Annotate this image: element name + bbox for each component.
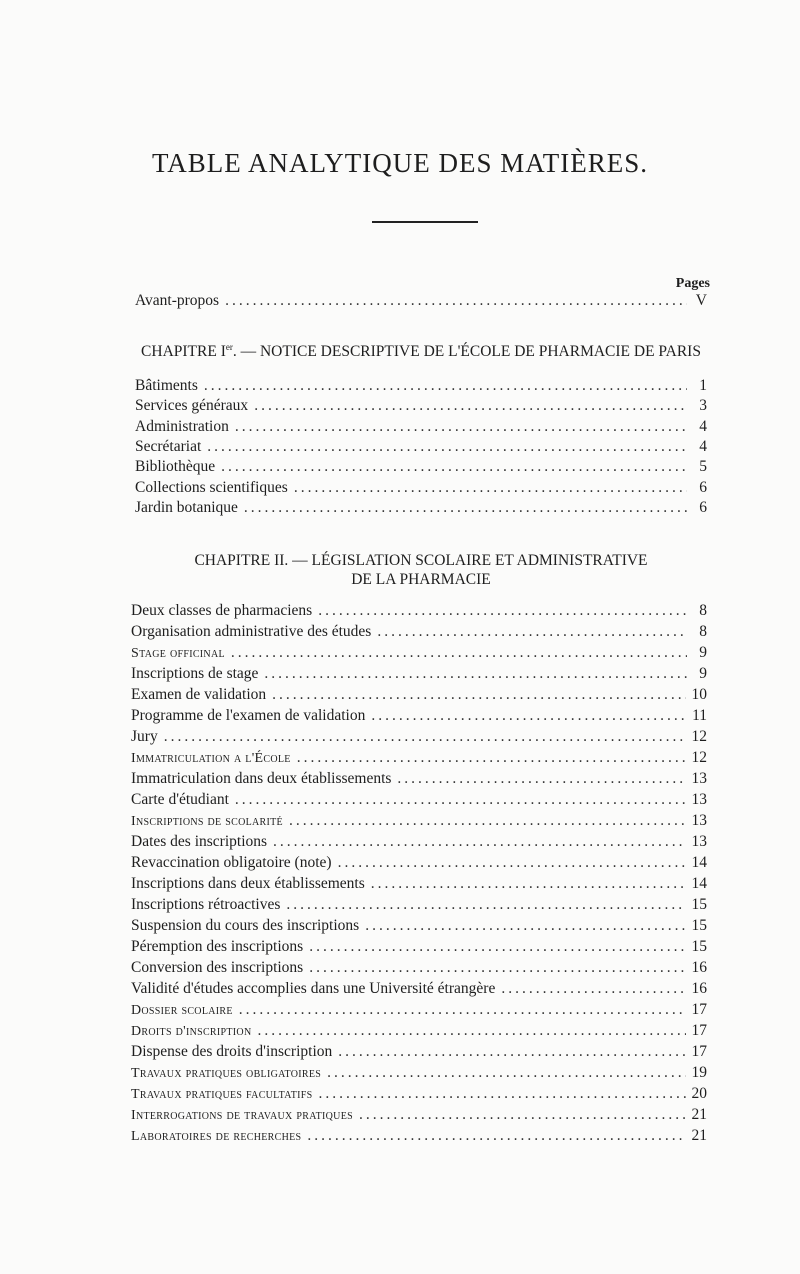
toc-entry-label: Inscriptions de scolarité [131,813,283,829]
toc-entry-label: Inscriptions dans deux établissements [131,874,365,892]
toc-entry-label: Examen de validation [131,685,267,703]
toc-entry [135,418,707,439]
toc-entry-page: 5 [699,458,707,476]
leader-dots [338,854,686,872]
toc-entry-label: Programme de l'examen de validation [131,706,366,724]
toc-entry-page: 19 [691,1063,707,1081]
leader-dots [289,812,686,830]
leader-dots [338,1043,685,1061]
toc-entry-page: 1 [699,377,707,394]
toc-entry-page: 9 [699,643,707,661]
toc-entry-page: 14 [691,874,707,892]
toc-entry-label: Péremption des inscriptions [131,937,304,955]
toc-entry-page: 20 [691,1084,707,1102]
leader-dots [294,479,687,497]
leader-dots [164,728,686,746]
toc-entry-label: Immatriculation dans deux établissements [131,769,392,787]
chapter2-heading-line1: CHAPITRE II. — LÉGISLATION SCOLAIRE ET ADMINISTRATIVE [194,552,648,569]
leader-dots [307,1127,685,1145]
toc-entry-page: 17 [691,1000,707,1018]
toc-entry [131,1022,707,1043]
toc-entry-label: Suspension du cours des inscriptions [131,916,360,934]
toc-entry [131,833,707,854]
toc-entry-label: Revaccination obligatoire (note) [131,853,332,871]
toc-entry-page: 15 [691,895,707,913]
toc-entry [135,397,707,418]
leader-dots [365,917,685,935]
leader-dots [239,1001,686,1019]
chapter2-heading-line2: DE LA PHARMACIE [351,571,491,588]
leader-dots [221,458,687,476]
toc-entry-page: 13 [691,790,707,808]
leader-dots [264,665,687,683]
leader-dots [309,959,685,977]
leader-dots [371,875,686,893]
toc-entry-label: Dispense des droits d'inscription [131,1042,333,1060]
toc-entry [131,959,707,980]
pages-header: Pages [675,276,710,291]
toc-entry [135,438,707,459]
toc-entry [131,770,707,791]
toc-entry-label: Collections scientifiques [135,478,288,496]
toc-entry-page: 21 [691,1126,707,1144]
toc-entry [131,854,707,875]
leader-dots [377,623,687,641]
leader-dots [273,833,685,851]
toc-entry-label: Carte d'étudiant [131,790,229,808]
leader-dots [257,1022,685,1040]
toc-entry-label: Travaux pratiques obligatoires [131,1065,322,1081]
toc-entry-page: 4 [699,417,707,435]
toc-entry-page: 15 [691,916,707,934]
leader-dots [327,1064,685,1082]
toc-entry-page: 10 [691,685,707,703]
toc-entry [131,728,707,749]
toc-entry [131,980,707,1001]
toc-entry-page: 13 [691,769,707,787]
toc-entry-page: 8 [699,622,707,640]
toc-entry-label: Services généraux [135,397,249,415]
toc-entry-label: Inscriptions rétroactives [131,895,281,913]
toc-entry-avant-propos [135,292,707,313]
toc-entry-label: Jardin botanique [135,498,238,516]
toc-entry-label: Interrogations de travaux pratiques [131,1107,353,1123]
leader-dots [204,377,687,395]
toc-entry-label: Secrétariat [135,437,202,455]
toc-entry [131,1085,707,1106]
leader-dots [318,602,687,620]
leader-dots [272,686,685,704]
toc-entry [131,812,707,833]
toc-entry-page: 17 [691,1021,707,1039]
toc-entry-page: 12 [691,727,707,745]
leader-dots [359,1106,686,1124]
toc-entry [131,602,707,623]
leader-dots [244,499,687,517]
toc-entry-page: 17 [691,1042,707,1060]
toc-entry-page: 11 [692,706,707,724]
toc-entry [131,875,707,896]
toc-entry-label: Conversion des inscriptions [131,958,304,976]
toc-entry-label: Bibliothèque [135,458,216,476]
toc-entry-label: Travaux pratiques facultatifs [131,1086,313,1102]
leader-dots [207,438,687,456]
leader-dots [235,418,687,436]
toc-entry [135,458,707,479]
leader-dots [286,896,685,914]
toc-entry-page: 6 [699,498,707,516]
leader-dots [254,397,687,415]
toc-entry [131,749,707,770]
toc-entry-label: Dates des inscriptions [131,832,268,850]
toc-entry [131,1043,707,1064]
toc-entry-label: Droits d'inscription [131,1023,252,1039]
leader-dots [309,938,685,956]
toc-entry-label: Stage officinal [131,645,225,661]
toc-entry [135,479,707,500]
toc-entry-page: 3 [699,397,707,415]
toc-entry [131,623,707,644]
toc-entry-page: 15 [691,937,707,955]
toc-entry [131,707,707,728]
toc-entry-page: 16 [691,979,707,997]
toc-entry-page: 14 [691,853,707,871]
toc-entry-label: Dossier scolaire [131,1002,233,1018]
toc-entry-page: 21 [691,1105,707,1123]
toc-entry-label: Inscriptions de stage [131,664,259,682]
toc-entry-page: 13 [691,811,707,829]
leader-dots [501,980,685,998]
leader-dots [297,749,686,767]
toc-entry [131,1001,707,1022]
toc-entry-page: 6 [699,478,707,496]
toc-entry [131,938,707,959]
toc-entry-label: Deux classes de pharmaciens [131,602,313,619]
toc-entry-label: Organisation administrative des études [131,622,372,640]
toc-entry-label: Laboratoires de recherches [131,1128,302,1144]
leader-dots [235,791,686,809]
title-rule [372,221,478,223]
leader-dots [371,707,686,725]
chapter1-heading: CHAPITRE Ier. — NOTICE DESCRIPTIVE DE L'ÉCOLE DE PHARMACIE DE PARIS [141,342,701,361]
toc-entry [135,499,707,520]
toc-entry [131,686,707,707]
leader-dots [225,292,687,310]
toc-entry [131,896,707,917]
toc-entry-page: 4 [699,437,707,455]
toc-entry-label: Avant-propos [135,292,220,309]
toc-entry-label: Validité d'études accomplies dans une Université étrangère [131,979,496,997]
toc-entry-label: Administration [135,417,229,435]
toc-entry-label: Immatriculation a l'École [131,750,291,766]
toc-entry-page: 13 [691,832,707,850]
toc-entry [131,1127,707,1148]
toc-entry [131,1106,707,1127]
toc-entry-page: 9 [699,664,707,682]
toc-entry-page: V [695,292,707,309]
leader-dots [318,1085,685,1103]
toc-entry [135,377,707,398]
toc-entry [131,644,707,665]
toc-entry [131,665,707,686]
toc-entry-page: 8 [699,602,707,619]
toc-entry-label: Bâtiments [135,377,198,394]
toc-entry [131,791,707,812]
toc-entry-page: 12 [691,748,707,766]
leader-dots [231,644,687,662]
page-title: TABLE ANALYTIQUE DES MATIÈRES. [151,148,649,178]
toc-entry-page: 16 [691,958,707,976]
leader-dots [397,770,685,788]
toc-entry-label: Jury [131,727,158,745]
toc-entry [131,917,707,938]
toc-entry [131,1064,707,1085]
